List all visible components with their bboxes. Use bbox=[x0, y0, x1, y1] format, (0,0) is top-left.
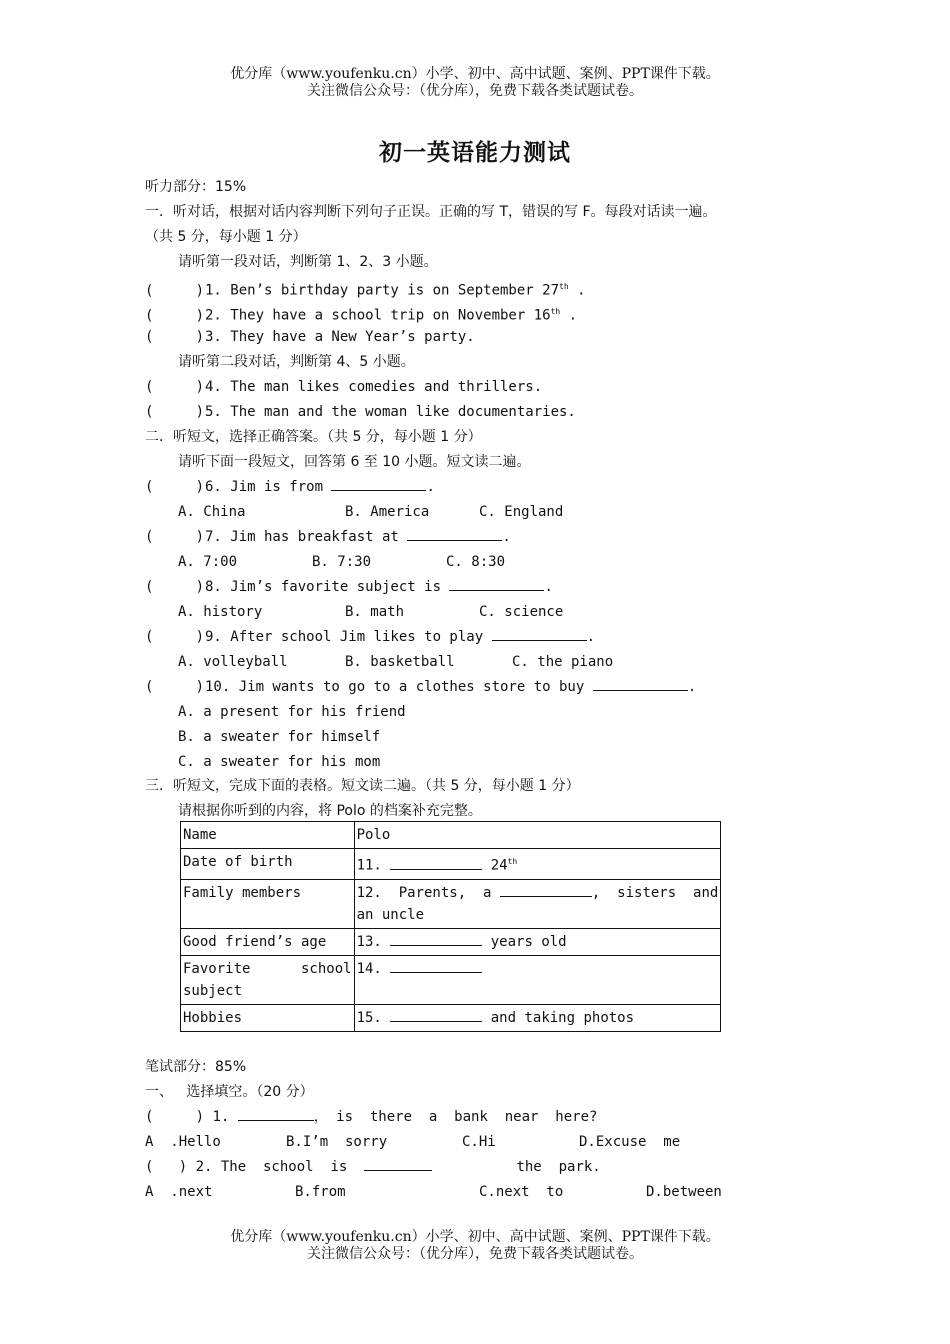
table-cell: 12. Parents, a , sisters and an uncle bbox=[354, 879, 721, 928]
answer-blank[interactable] bbox=[500, 884, 592, 897]
question-3: ( )3. They have a New Year’s party. bbox=[145, 329, 475, 345]
header-line-1: 优分库（www.youfenku.cn）小学、初中、高中试题、案例、PPT课件下载。 bbox=[230, 66, 720, 82]
w1-option-a: A .Hello bbox=[145, 1134, 221, 1150]
q7-option-a: A. 7:00 bbox=[178, 554, 238, 570]
q9-option-c: C. the piano bbox=[512, 654, 614, 670]
table-cell: Favorite school subject bbox=[181, 955, 355, 1004]
w1-option-d: D.Excuse me bbox=[579, 1134, 681, 1150]
table-cell: Good friend’s age bbox=[181, 928, 355, 955]
w1-option-c: C.Hi bbox=[462, 1134, 496, 1150]
table-row bbox=[181, 955, 721, 1004]
page-header bbox=[0, 66, 950, 100]
sec1-heading: 一．听对话，根据对话内容判断下列句子正误。正确的写 T，错误的写 F。每段对话读一遍。 bbox=[145, 204, 717, 220]
q8-option-a: A. history bbox=[178, 604, 263, 620]
answer-blank[interactable] bbox=[390, 857, 482, 870]
q10-option-a: A. a present for his friend bbox=[178, 704, 406, 720]
table-cell: Date of birth bbox=[181, 849, 355, 880]
table-cell: Polo bbox=[354, 822, 721, 849]
table-cell: Hobbies bbox=[181, 1004, 355, 1031]
question-4: ( )4. The man likes comedies and thrillers. bbox=[145, 379, 543, 395]
q9-option-b: B. basketball bbox=[345, 654, 455, 670]
table-cell: Family members bbox=[181, 879, 355, 928]
table-row bbox=[181, 849, 721, 880]
w2-option-c: C.next to bbox=[479, 1184, 564, 1200]
q8-option-b: B. math bbox=[345, 604, 405, 620]
polo-profile-table bbox=[180, 821, 721, 1032]
table-cell: 11. 24th bbox=[354, 849, 721, 880]
w2-option-a: A .next bbox=[145, 1184, 213, 1200]
table-cell: 13. years old bbox=[354, 928, 721, 955]
question-8: ( )8. Jim’s favorite subject is . bbox=[145, 579, 553, 595]
table-row bbox=[181, 879, 721, 928]
question-2: ( )2. They have a school trip on November 16th . bbox=[145, 307, 578, 324]
question-10: ( )10. Jim wants to go to a clothes store to buy . bbox=[145, 679, 697, 695]
written-question-2: ( ) 2. The school is the park. bbox=[145, 1159, 601, 1175]
question-1: ( )1. Ben’s birthday party is on September 27th . bbox=[145, 282, 586, 299]
sec3-intro: 请根据你听到的内容，将 Polo 的档案补充完整。 bbox=[178, 803, 482, 819]
written-question-1: ( ) 1. ， is there a bank near here? bbox=[145, 1109, 598, 1125]
q8-option-c: C. science bbox=[479, 604, 564, 620]
answer-blank[interactable] bbox=[390, 1009, 482, 1022]
header-line-2: 关注微信公众号：（优分库），免费下载各类试题试卷。 bbox=[307, 83, 643, 99]
listening-label: 听力部分：15% bbox=[145, 179, 247, 195]
w2-option-d: D.between bbox=[646, 1184, 722, 1200]
q6-option-c: C. England bbox=[479, 504, 564, 520]
q7-option-b: B. 7:30 bbox=[312, 554, 372, 570]
sec1-intro-1: 请听第一段对话，判断第 1、2、3 小题。 bbox=[178, 254, 438, 270]
w1-option-b: B.I’m sorry bbox=[286, 1134, 388, 1150]
sec3-heading: 三．听短文，完成下面的表格。短文读二遍。（共 5 分，每小题 1 分） bbox=[145, 778, 580, 794]
question-9: ( )9. After school Jim likes to play . bbox=[145, 629, 596, 645]
page-title: 初一英语能力测试 bbox=[379, 140, 571, 166]
q10-option-c: C. a sweater for his mom bbox=[178, 754, 381, 770]
q6-option-b: B. America bbox=[345, 504, 430, 520]
q10-option-b: B. a sweater for himself bbox=[178, 729, 381, 745]
q6-option-a: A. China bbox=[178, 504, 246, 520]
q7-option-c: C. 8:30 bbox=[446, 554, 506, 570]
table-row bbox=[181, 822, 721, 849]
written-sec1-heading: 一、 选择填空。（20 分） bbox=[145, 1084, 314, 1100]
question-5: ( )5. The man and the woman like documentaries. bbox=[145, 404, 576, 420]
question-7: ( )7. Jim has breakfast at . bbox=[145, 529, 511, 545]
sec2-intro: 请听下面一段短文，回答第 6 至 10 小题。短文读二遍。 bbox=[178, 454, 531, 470]
sec2-heading: 二．听短文，选择正确答案。（共 5 分，每小题 1 分） bbox=[145, 429, 482, 445]
table-row bbox=[181, 1004, 721, 1031]
w2-option-b: B.from bbox=[295, 1184, 346, 1200]
table-row bbox=[181, 928, 721, 955]
answer-blank[interactable] bbox=[390, 933, 482, 946]
question-6: ( )6. Jim is from . bbox=[145, 479, 435, 495]
sec1-intro-2: 请听第二段对话，判断第 4、5 小题。 bbox=[178, 354, 415, 370]
answer-blank[interactable] bbox=[390, 960, 482, 973]
page-footer bbox=[0, 1229, 950, 1263]
table-cell: 14. bbox=[354, 955, 721, 1004]
sec1-heading-2: （共 5 分，每小题 1 分） bbox=[145, 229, 307, 245]
table-cell: 15. and taking photos bbox=[354, 1004, 721, 1031]
written-label: 笔试部分：85% bbox=[145, 1059, 247, 1075]
footer-line-2: 关注微信公众号：（优分库），免费下载各类试题试卷。 bbox=[307, 1246, 643, 1262]
q9-option-a: A. volleyball bbox=[178, 654, 288, 670]
footer-line-1: 优分库（www.youfenku.cn）小学、初中、高中试题、案例、PPT课件下载。 bbox=[230, 1229, 720, 1245]
table-cell: Name bbox=[181, 822, 355, 849]
